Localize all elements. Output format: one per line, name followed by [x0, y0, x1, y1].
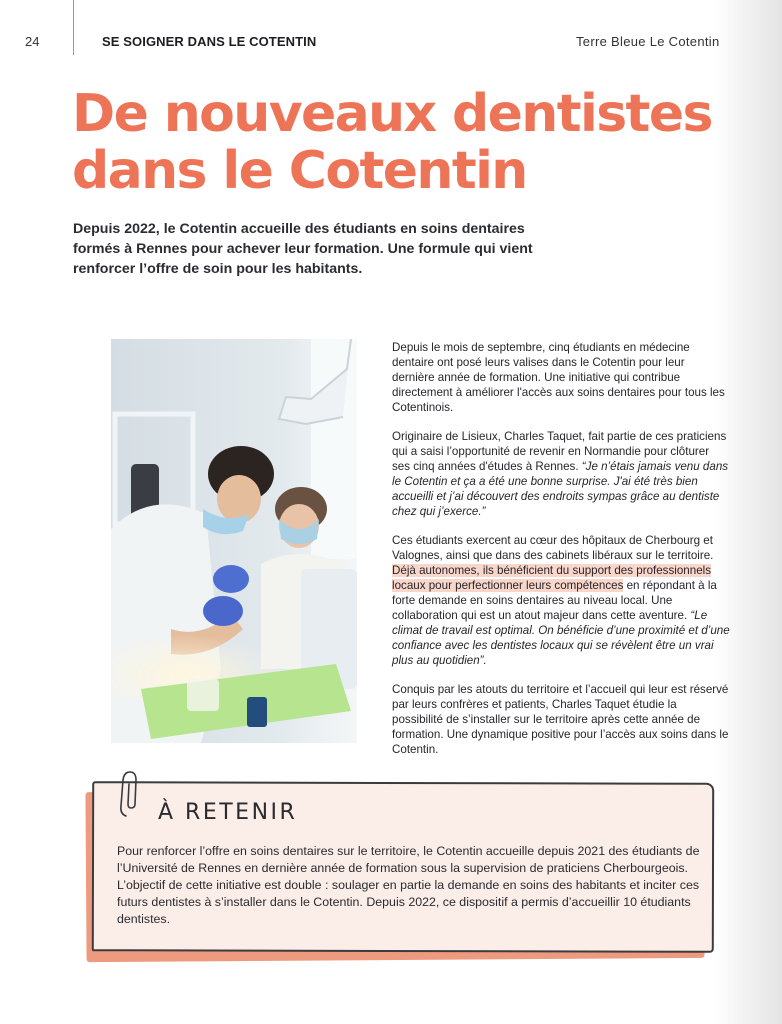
paperclip-icon: [118, 770, 142, 820]
paragraph-2: [392, 429, 730, 519]
publication-name: Terre Bleue Le Cotentin: [576, 34, 720, 49]
paragraph-3-quote: “Le climat de travail est optimal. On bénéficie d’une proximité et d’une confiance avec les dentistes locaux qui se révèlent être un vrai plus au quotidien”.: [392, 609, 730, 667]
article-title-line-2: dans le Cotentin: [72, 141, 527, 201]
photo-cup: [247, 697, 267, 727]
article-body: [392, 340, 730, 771]
article-title: [72, 86, 752, 200]
paragraph-3: [392, 533, 730, 668]
article-photo: [111, 339, 357, 743]
callout-text: Pour renforcer l’offre en soins dentaires sur le territoire, le Cotentin accueille depuis 2021 des étudiants de l’Université de Rennes en dernière année de formation sous la supervision de praticiens Cherbourgeois. L’objectif de cette initiative est double : soulager en partie la demande en soins des habitants et inciter ces futurs dentistes à s’installer dans le Cotentin. Depuis 2022, ce dispositif a permis d’accueillir 10 étudiants dentistes.: [117, 844, 700, 926]
page-number: 24: [25, 34, 40, 49]
paragraph-2-text: Originaire de Lisieux, Charles Taquet, fait partie de ces praticiens qui a saisi l’opportunité de revenir en Normandie pour clôturer ses cinq années d'études à Rennes.: [392, 430, 727, 473]
section-title: SE SOIGNER DANS LE COTENTIN: [102, 34, 317, 49]
article-lede: Depuis 2022, le Cotentin accueille des étudiants en soins dentaires formés à Rennes pour achever leur formation. Une formule qui vient renforcer l’offre de soin pour les habitants.: [73, 221, 533, 277]
highlighted-text: Déjà autonomes, ils bénéficient du support des professionnels locaux pour perfectionner leurs compétences: [392, 564, 712, 592]
paragraph-1: Depuis le mois de septembre, cinq étudiants en médecine dentaire ont posé leurs valises dans le Cotentin pour leur dernière année de formation. Une initiative qui contribue directement à améliorer l'accès aux soins dentaires pour tous les Cotentinois.: [392, 341, 725, 414]
header-divider: [73, 0, 74, 55]
photo-glove-left: [213, 565, 249, 593]
paragraph-4: Conquis par les atouts du territoire et l’accueil qui leur est réservé par leurs confrères et patients, Charles Taquet étudie la possibilité de s’installer sur le territoire après cette année de formation. Une dynamique positive pour l’accès aux soins dans le Cotentin.: [392, 683, 729, 756]
paragraph-2-quote: “Je n’étais jamais venu dans le Cotentin et ça a été une bonne surprise. J'ai été très bien accueilli et j’ai découvert des endroits sympas grâce au dentiste chez qui j’exerce.”: [392, 460, 729, 518]
paragraph-3-text-end: en répondant à la forte demande en soins dentaires au niveau local. Une collaboration qui est un atout majeur dans cette aventure.: [392, 579, 717, 622]
article-title-line-1: De nouveaux dentistes: [72, 84, 712, 144]
callout-title: À RETENIR: [158, 800, 298, 825]
dentist-photo-illustration: [111, 339, 357, 743]
paragraph-3-text-start: Ces étudiants exercent au cœur des hôpitaux de Cherbourg et Valognes, ainsi que dans des cabinets libéraux sur le territoire.: [392, 534, 714, 562]
